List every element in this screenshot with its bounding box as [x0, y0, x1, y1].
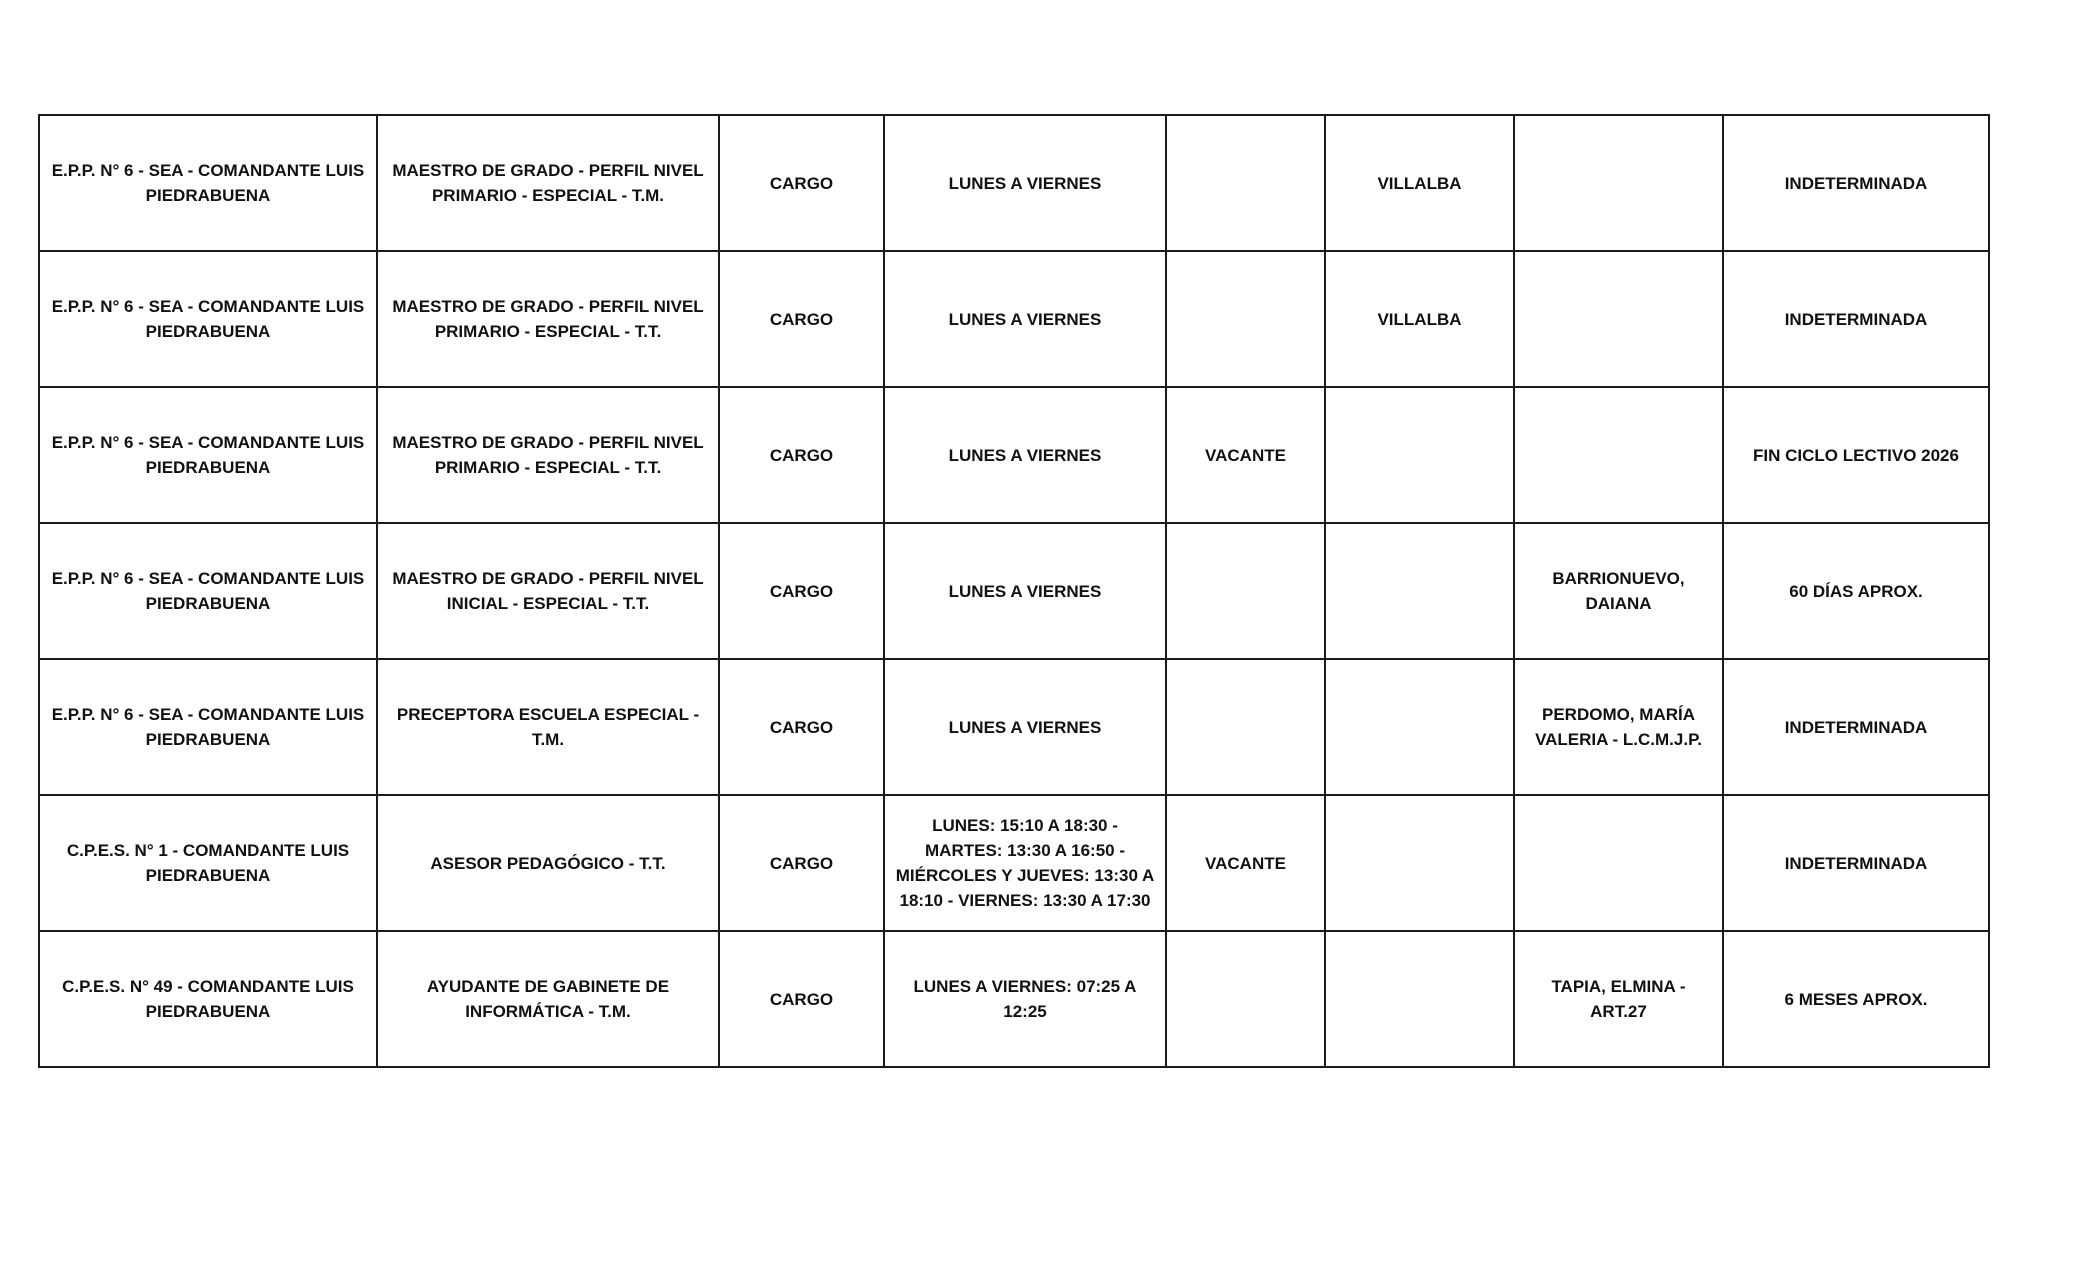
replaces-cell: TAPIA, ELMINA - ART.27 [1514, 931, 1723, 1067]
table-row [39, 115, 1989, 251]
type-cell: CARGO [719, 795, 884, 931]
type-cell: CARGO [719, 659, 884, 795]
duration-cell: INDETERMINADA [1723, 659, 1989, 795]
duration-cell: FIN CICLO LECTIVO 2026 [1723, 387, 1989, 523]
position-cell: MAESTRO DE GRADO - PERFIL NIVEL PRIMARIO - ESPECIAL - T.M. [377, 115, 719, 251]
section-cell [1325, 659, 1514, 795]
institution-cell: E.P.P. N° 6 - SEA - COMANDANTE LUIS PIEDRABUENA [39, 387, 377, 523]
institution-cell: E.P.P. N° 6 - SEA - COMANDANTE LUIS PIEDRABUENA [39, 251, 377, 387]
duration-cell: INDETERMINADA [1723, 251, 1989, 387]
vacancies-table [38, 114, 1990, 1068]
duration-cell: 6 MESES APROX. [1723, 931, 1989, 1067]
status-cell: VACANTE [1166, 795, 1325, 931]
schedule-cell: LUNES: 15:10 A 18:30 - MARTES: 13:30 A 16:50 - MIÉRCOLES Y JUEVES: 13:30 A 18:10 - VIERNES: 13:30 A 17:30 [884, 795, 1166, 931]
replaces-cell [1514, 115, 1723, 251]
section-cell [1325, 387, 1514, 523]
replaces-cell [1514, 387, 1723, 523]
position-cell: ASESOR PEDAGÓGICO - T.T. [377, 795, 719, 931]
status-cell [1166, 931, 1325, 1067]
section-cell [1325, 931, 1514, 1067]
type-cell: CARGO [719, 523, 884, 659]
duration-cell: INDETERMINADA [1723, 115, 1989, 251]
position-cell: MAESTRO DE GRADO - PERFIL NIVEL PRIMARIO - ESPECIAL - T.T. [377, 251, 719, 387]
institution-cell: E.P.P. N° 6 - SEA - COMANDANTE LUIS PIEDRABUENA [39, 115, 377, 251]
section-cell [1325, 795, 1514, 931]
type-cell: CARGO [719, 115, 884, 251]
type-cell: CARGO [719, 387, 884, 523]
position-cell: MAESTRO DE GRADO - PERFIL NIVEL INICIAL - ESPECIAL - T.T. [377, 523, 719, 659]
schedule-cell: LUNES A VIERNES [884, 115, 1166, 251]
table-row [39, 251, 1989, 387]
table-row [39, 659, 1989, 795]
position-cell: PRECEPTORA ESCUELA ESPECIAL - T.M. [377, 659, 719, 795]
position-cell: MAESTRO DE GRADO - PERFIL NIVEL PRIMARIO - ESPECIAL - T.T. [377, 387, 719, 523]
status-cell [1166, 659, 1325, 795]
schedule-cell: LUNES A VIERNES [884, 251, 1166, 387]
replaces-cell [1514, 251, 1723, 387]
status-cell [1166, 115, 1325, 251]
table-row [39, 387, 1989, 523]
replaces-cell: BARRIONUEVO, DAIANA [1514, 523, 1723, 659]
institution-cell: E.P.P. N° 6 - SEA - COMANDANTE LUIS PIEDRABUENA [39, 523, 377, 659]
section-cell: VILLALBA [1325, 251, 1514, 387]
type-cell: CARGO [719, 931, 884, 1067]
table-row [39, 795, 1989, 931]
status-cell: VACANTE [1166, 387, 1325, 523]
duration-cell: 60 DÍAS APROX. [1723, 523, 1989, 659]
status-cell [1166, 251, 1325, 387]
section-cell [1325, 523, 1514, 659]
schedule-cell: LUNES A VIERNES [884, 659, 1166, 795]
table-row [39, 931, 1989, 1067]
replaces-cell: PERDOMO, MARÍA VALERIA - L.C.M.J.P. [1514, 659, 1723, 795]
schedule-cell: LUNES A VIERNES: 07:25 A 12:25 [884, 931, 1166, 1067]
schedule-cell: LUNES A VIERNES [884, 387, 1166, 523]
institution-cell: E.P.P. N° 6 - SEA - COMANDANTE LUIS PIEDRABUENA [39, 659, 377, 795]
replaces-cell [1514, 795, 1723, 931]
schedule-cell: LUNES A VIERNES [884, 523, 1166, 659]
type-cell: CARGO [719, 251, 884, 387]
status-cell [1166, 523, 1325, 659]
position-cell: AYUDANTE DE GABINETE DE INFORMÁTICA - T.M. [377, 931, 719, 1067]
institution-cell: C.P.E.S. N° 49 - COMANDANTE LUIS PIEDRABUENA [39, 931, 377, 1067]
institution-cell: C.P.E.S. N° 1 - COMANDANTE LUIS PIEDRABUENA [39, 795, 377, 931]
table-row [39, 523, 1989, 659]
duration-cell: INDETERMINADA [1723, 795, 1989, 931]
section-cell: VILLALBA [1325, 115, 1514, 251]
